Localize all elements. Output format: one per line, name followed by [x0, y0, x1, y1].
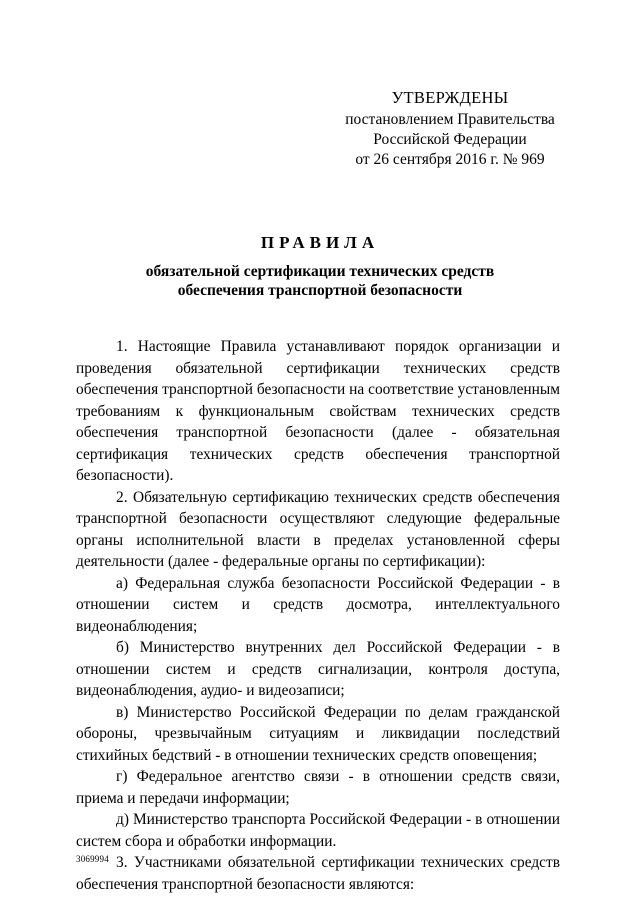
subtitle-line-2: обеспечения транспортной безопасности — [177, 282, 463, 299]
approval-line-2: Российской Федерации — [373, 131, 527, 148]
paragraph-2d: г) Федеральное агентство связи - в отношении средств связи, приема и передачи информации; — [76, 768, 560, 807]
paragraph-2c: в) Министерство Российской Федерации по делам гражданской обороны, чрезвычайным ситуациям и ликвидации последствий стихийных бедствий - в отношении технических средств оповещения; — [76, 703, 560, 764]
paragraph-2b: б) Министерство внутренних дел Российской Федерации - в отношении систем и средств сигнализации, контроля доступа, видеонаблюдения, аудио- и видеозаписи; — [76, 639, 560, 699]
subtitle-line-1: обязательной сертификации технических средств — [145, 263, 495, 280]
paragraph-2a: а) Федеральная служба безопасности Российской Федерации - в отношении систем и средств досмотра, интеллектуального видеонаблюдения; — [76, 574, 560, 635]
document-subtitle — [100, 262, 540, 300]
approval-line-3: от 26 сентября 2016 г. № 969 — [355, 151, 545, 168]
approval-line-1: постановлением Правительства — [345, 111, 555, 128]
document-number: 3069994 — [76, 854, 109, 864]
paragraph-2e: д) Министерство транспорта Российской Федерации - в отношении систем сбора и обработки информации. — [76, 811, 560, 850]
document-title: ПРАВИЛА — [260, 233, 380, 252]
paragraph-1: 1. Настоящие Правила устанавливают порядок организации и проведения обязательной сертификации технических средств обеспечения транспортной безопасности на соответствие установленным требованиям к функциональным свойствам технических средств обеспечения транспортной безопасности (далее - обязательная сертификация технических средств обеспечения транспортной безопасности). — [76, 338, 560, 484]
approval-stamp — [332, 88, 568, 170]
approval-heading: УТВЕРЖДЕНЫ — [391, 88, 509, 107]
paragraph-3: 3. Участниками обязательной сертификации технических средств обеспечения транспортной безопасности являются: — [76, 854, 560, 893]
document-body — [76, 336, 560, 895]
paragraph-2: 2. Обязательную сертификацию технических средств обеспечения транспортной безопасности осуществляют следующие федеральные органы исполнительной власти в пределах установленной сферы деятельности (далее - федеральные органы по сертификации): — [76, 488, 560, 570]
